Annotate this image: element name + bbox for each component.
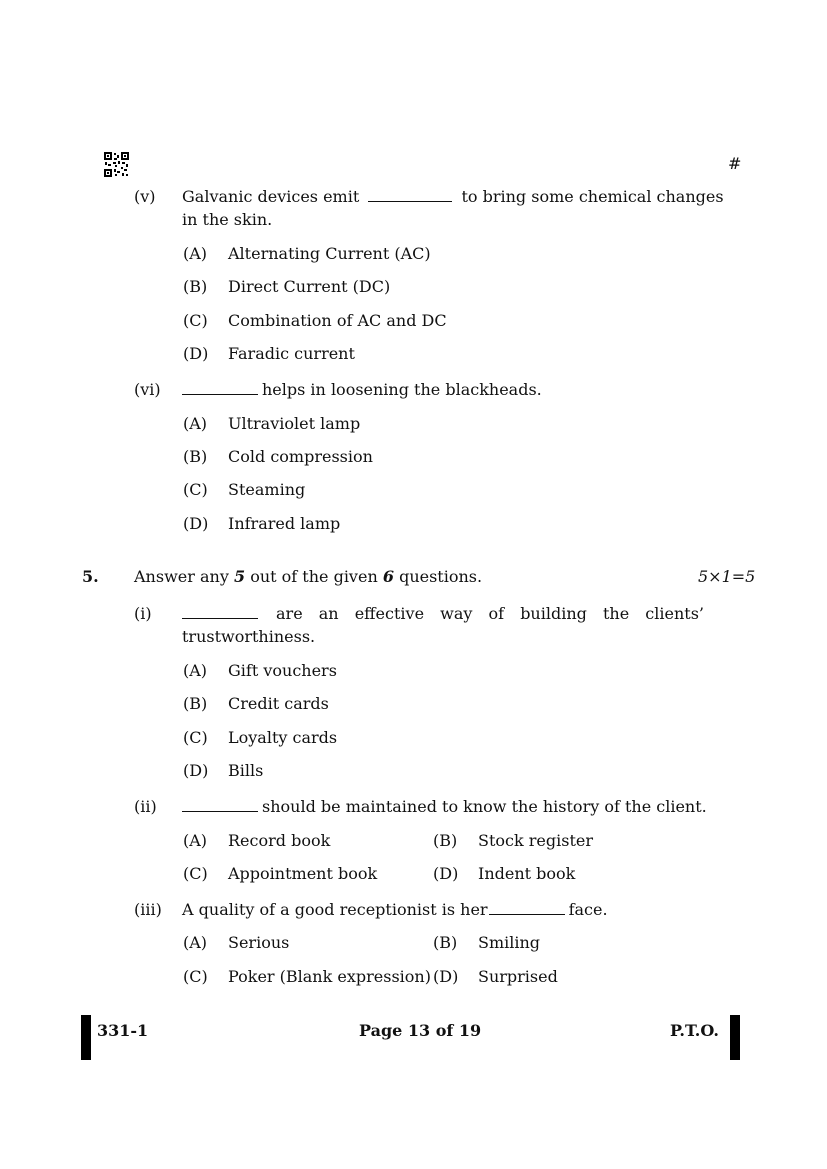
header-hash: # <box>728 154 742 173</box>
option-label: (D) <box>183 761 209 780</box>
option-text: Alternating Current (AC) <box>228 244 431 263</box>
option-label: (C) <box>183 728 208 747</box>
option-text: Steaming <box>228 480 306 499</box>
instruction-total: 6 <box>382 567 394 586</box>
instruction-part: Answer any <box>134 567 229 586</box>
instruction-part: questions. <box>399 567 483 586</box>
option-label: (A) <box>183 244 208 263</box>
question-number: (i) <box>134 604 152 623</box>
question-text-part: should be maintained to know the history of the client. <box>262 797 707 816</box>
option-text: Poker (Blank expression) <box>228 967 431 986</box>
question-text-part: A quality of a good receptionist is her <box>182 900 488 919</box>
footer-left-bar <box>81 1015 91 1060</box>
footer-page-number: Page 13 of 19 <box>359 1021 482 1040</box>
option-text: Gift vouchers <box>228 661 337 680</box>
question-text <box>182 380 542 400</box>
option-text: Serious <box>228 933 290 952</box>
question-text-line2: in the skin. <box>182 210 273 229</box>
option-label: (D) <box>183 514 209 533</box>
answer-blank <box>182 380 258 395</box>
option-label: (B) <box>183 694 208 713</box>
question-text <box>182 797 707 817</box>
question-5-instruction <box>134 567 482 587</box>
question-text <box>182 604 258 624</box>
option-label: (B) <box>183 447 208 466</box>
footer-paper-code: 331-1 <box>97 1021 149 1040</box>
question-text <box>182 187 724 207</box>
question-number: (vi) <box>134 380 161 399</box>
question-number: (iii) <box>134 900 162 919</box>
option-label: (C) <box>183 311 208 330</box>
option-label: (C) <box>183 967 208 986</box>
option-text: Ultraviolet lamp <box>228 414 361 433</box>
option-label: (D) <box>183 344 209 363</box>
footer-right-bar <box>730 1015 740 1060</box>
instruction-count: 5 <box>233 567 246 586</box>
question-text-part: helps in loosening the blackheads. <box>262 380 542 399</box>
option-label: (D) <box>433 864 459 883</box>
option-text: Stock register <box>478 831 593 850</box>
question-text <box>182 900 608 920</box>
option-text: Appointment book <box>228 864 378 883</box>
question-text-line2: trustworthiness. <box>182 627 316 646</box>
option-label: (C) <box>183 480 208 499</box>
option-text: Bills <box>228 761 264 780</box>
instruction-part: out of the given <box>250 567 378 586</box>
question-5-number: 5. <box>82 567 99 586</box>
option-text: Surprised <box>478 967 558 986</box>
answer-blank <box>182 604 258 619</box>
option-label: (A) <box>183 661 208 680</box>
question-number: (ii) <box>134 797 157 816</box>
option-label: (A) <box>183 831 208 850</box>
qr-code-icon <box>104 152 129 177</box>
option-label: (C) <box>183 864 208 883</box>
marks-allocation: 5×1=5 <box>698 567 756 586</box>
answer-blank <box>368 187 452 202</box>
option-text: Indent book <box>478 864 576 883</box>
footer-pto: P.T.O. <box>670 1021 719 1040</box>
answer-blank <box>182 797 258 812</box>
option-text: Direct Current (DC) <box>228 277 391 296</box>
option-label: (B) <box>183 277 208 296</box>
question-text-part: Galvanic devices emit <box>182 187 360 206</box>
question-text-part: are an effective way of building the clients’ <box>276 604 704 623</box>
answer-blank <box>489 900 565 915</box>
question-text-part: to bring some chemical changes <box>461 187 724 206</box>
question-number: (v) <box>134 187 156 206</box>
option-text: Combination of AC and DC <box>228 311 447 330</box>
option-text: Faradic current <box>228 344 355 363</box>
option-text: Loyalty cards <box>228 728 338 747</box>
option-text: Credit cards <box>228 694 329 713</box>
option-label: (B) <box>433 933 458 952</box>
option-label: (A) <box>183 933 208 952</box>
question-text-part: face. <box>568 900 608 919</box>
option-text: Smiling <box>478 933 541 952</box>
option-label: (A) <box>183 414 208 433</box>
option-text: Cold compression <box>228 447 373 466</box>
option-text: Record book <box>228 831 331 850</box>
option-label: (B) <box>433 831 458 850</box>
option-text: Infrared lamp <box>228 514 341 533</box>
option-label: (D) <box>433 967 459 986</box>
